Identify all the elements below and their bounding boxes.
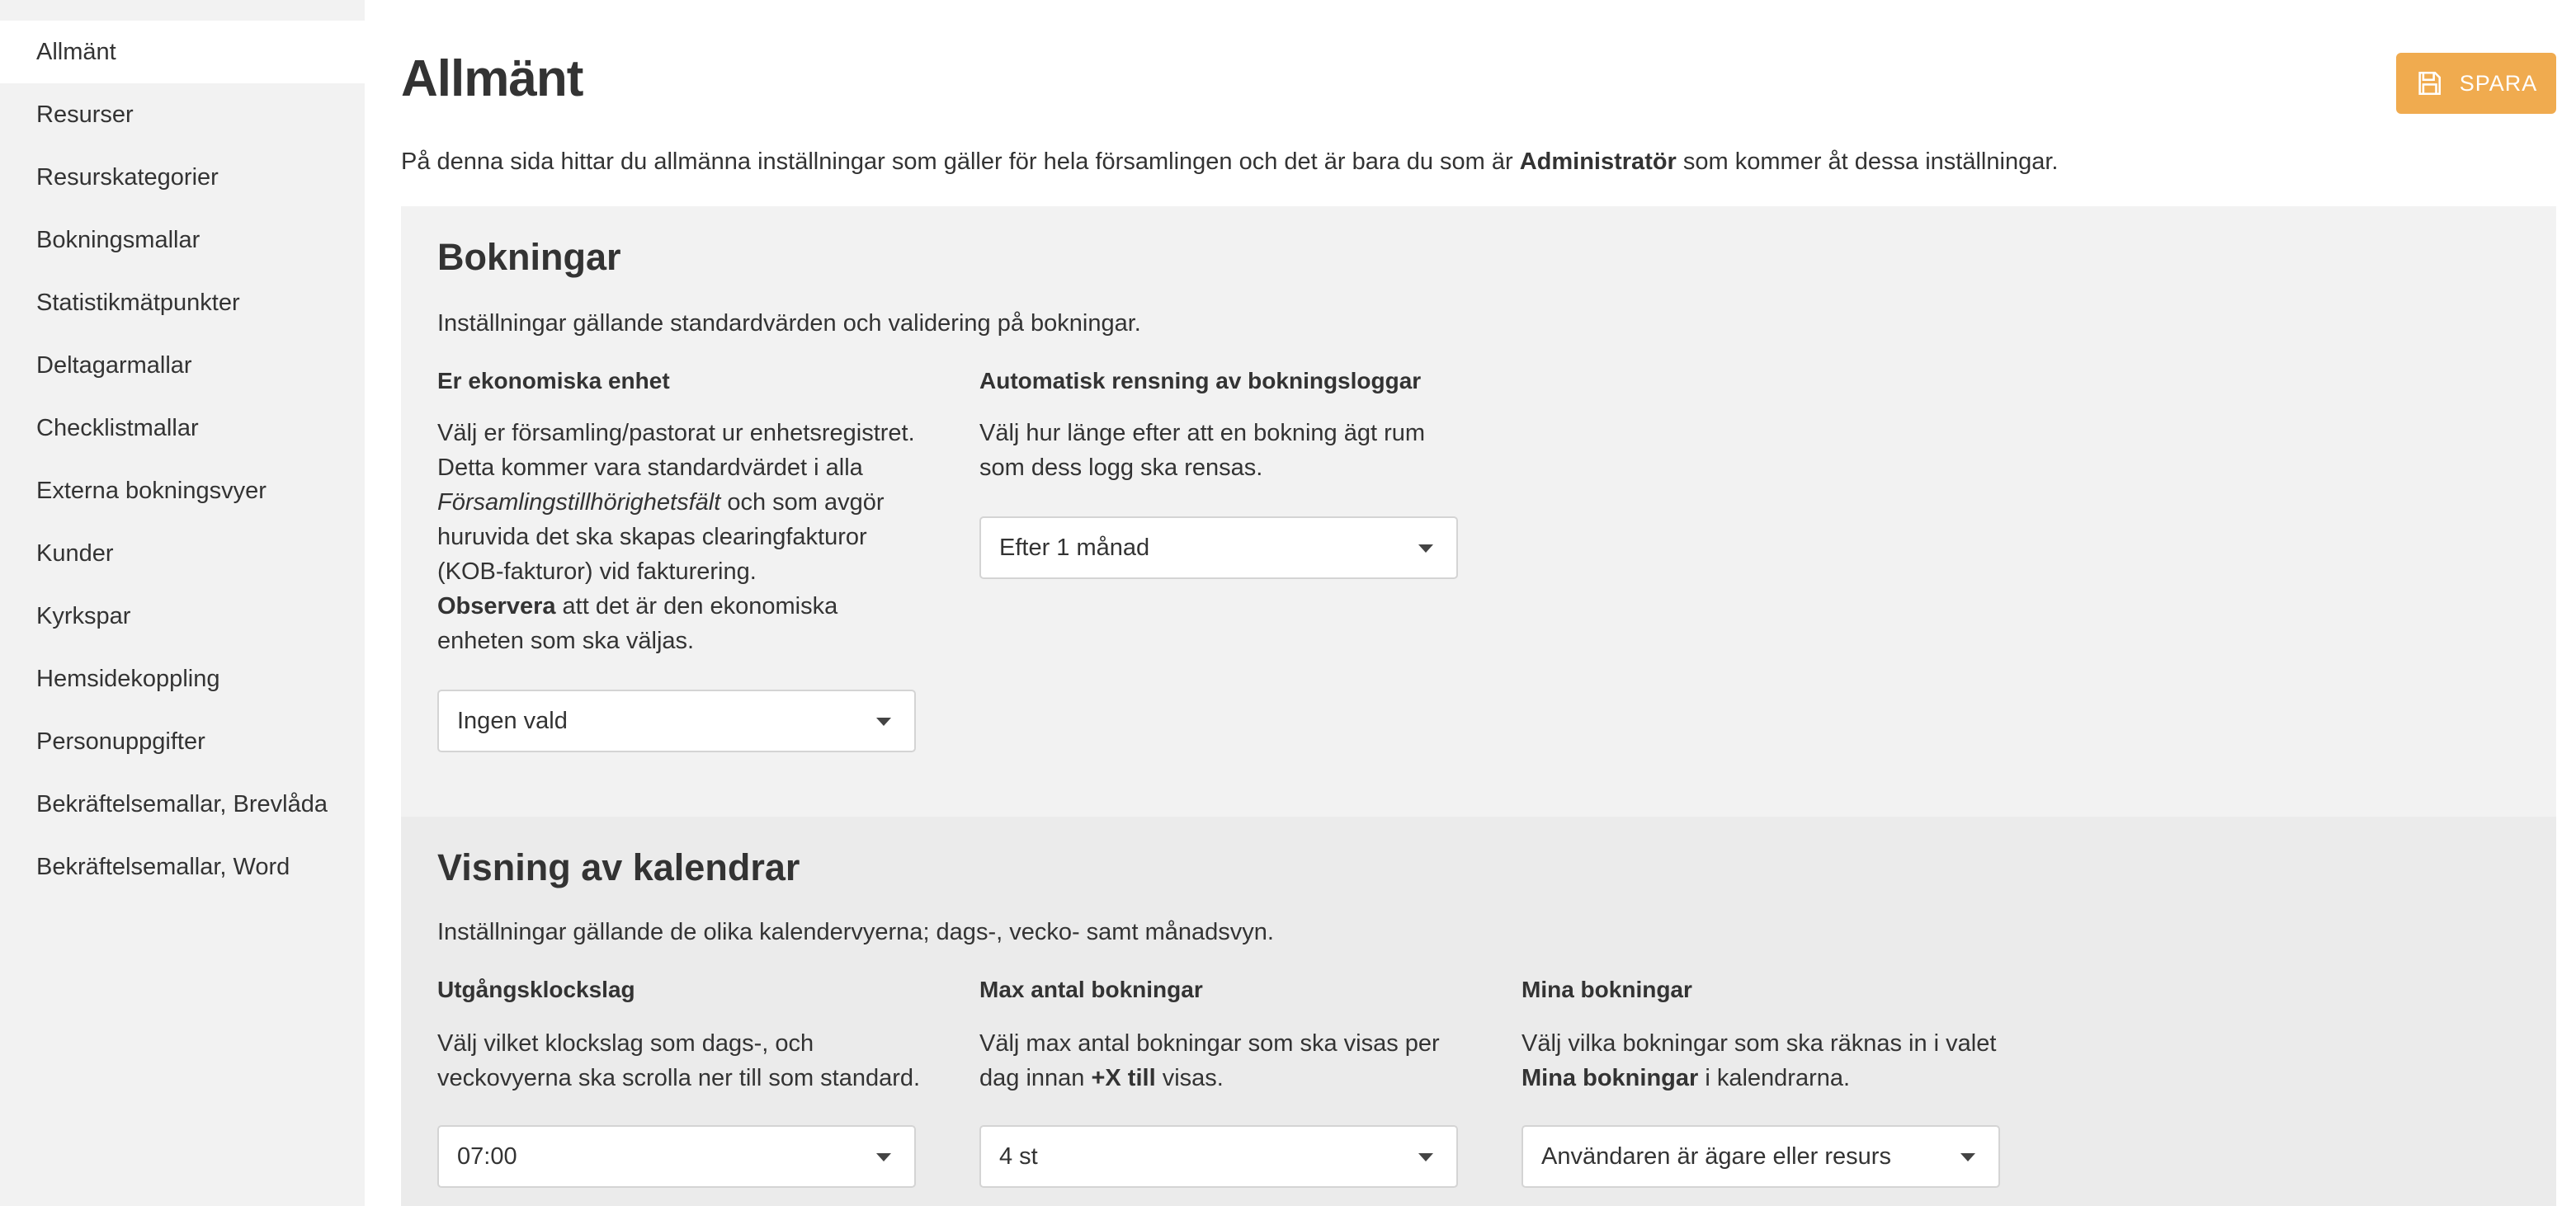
section-title: Bokningar (437, 236, 621, 278)
field-description-max-bookings (979, 1026, 1474, 1095)
desc-italic: Församlingstillhörighetsfält (437, 489, 721, 516)
economic-unit-select[interactable] (437, 690, 916, 752)
desc-bold: +X till (1091, 1065, 1156, 1091)
sidebar-item-label: Externa bokningsvyer (36, 477, 267, 504)
sidebar-item-resurskategorier[interactable] (0, 146, 365, 209)
sidebar-item-label: Allmänt (36, 38, 116, 65)
select-value: Efter 1 månad (999, 534, 1150, 561)
max-bookings-select[interactable] (979, 1125, 1458, 1188)
desc-text: och som avgör huruvida det ska skapas clearingfakturor (KOB-fakturor) vid fakturering. (437, 489, 885, 585)
calendar-section (401, 817, 2556, 1206)
desc-text: i kalendrarna. (1698, 1065, 1851, 1091)
sidebar-item-externa-bokningsvyer[interactable] (0, 459, 365, 522)
sidebar (0, 0, 365, 1206)
sidebar-item-label: Bokningsmallar (36, 226, 201, 253)
field-title-max-bookings: Max antal bokningar (979, 977, 1203, 1002)
caret-down-icon (1960, 1153, 1975, 1161)
select-value: Användaren är ägare eller resurs (1541, 1142, 1891, 1170)
caret-down-icon (876, 1153, 891, 1161)
save-label: SPARA (2459, 70, 2538, 96)
sidebar-item-label: Hemsidekoppling (36, 665, 220, 692)
section-description: Inställningar gällande de olika kalendervyerna; dags-, vecko- samt månadsvyn. (437, 919, 1274, 945)
caret-down-icon (1418, 1153, 1433, 1161)
sidebar-item-label: Bekräftelsemallar, Word (36, 853, 290, 880)
sidebar-item-kunder[interactable] (0, 522, 365, 585)
sidebar-item-kyrkspar[interactable] (0, 585, 365, 648)
desc-text: Välj vilka bokningar som ska räknas in i valet (1522, 1030, 1997, 1057)
sidebar-item-deltagarmallar[interactable] (0, 334, 365, 397)
sidebar-item-label: Bekräftelsemallar, Brevlåda (36, 790, 328, 817)
intro-text-part: På denna sida hittar du allmänna inställningar som gäller för hela församlingen och det är bara du som är (401, 148, 1520, 175)
desc-bold: Mina bokningar (1522, 1065, 1699, 1091)
field-title-economic-unit: Er ekonomiska enhet (437, 368, 670, 393)
sidebar-item-label: Kyrkspar (36, 602, 131, 629)
sidebar-item-label: Resurser (36, 101, 134, 128)
sidebar-item-label: Statistikmätpunkter (36, 289, 240, 316)
intro-role: Administratör (1519, 148, 1677, 175)
sidebar-item-resurser[interactable] (0, 83, 365, 146)
sidebar-item-label: Checklistmallar (36, 414, 199, 441)
sidebar-item-statistikmatpunkter[interactable] (0, 271, 365, 334)
desc-text: Välj er församling/pastorat ur enhetsregistret. Detta kommer vara standardvärdet i alla (437, 420, 915, 481)
field-title-start-time: Utgångsklockslag (437, 977, 635, 1002)
sidebar-item-label: Deltagarmallar (36, 351, 192, 379)
sidebar-item-label: Resurskategorier (36, 163, 219, 191)
select-value: 4 st (999, 1142, 1038, 1170)
field-description-my-bookings (1522, 1026, 2017, 1095)
caret-down-icon (1418, 544, 1433, 553)
start-time-select[interactable] (437, 1125, 916, 1188)
select-value: 07:00 (457, 1142, 517, 1170)
desc-text: visas. (1155, 1065, 1224, 1091)
save-button[interactable] (2396, 53, 2556, 114)
sidebar-item-allmant[interactable] (0, 21, 365, 83)
my-bookings-select[interactable] (1522, 1125, 2000, 1188)
caret-down-icon (876, 718, 891, 726)
page-title: Allmänt (401, 50, 583, 107)
intro-text-part: som kommer åt dessa inställningar. (1676, 148, 2059, 175)
field-description-start-time: Välj vilket klockslag som dags-, och veckovyerna ska scrolla ner till som standard. (437, 1030, 921, 1091)
desc-bold: Observera (437, 593, 556, 619)
field-description-log-cleanup: Välj hur länge efter att en bokning ägt rum som dess logg ska rensas. (979, 420, 1426, 481)
desc-text: att det är den ekonomiska enheten som ska väljas. (437, 593, 838, 654)
log-cleanup-select[interactable] (979, 516, 1458, 579)
sidebar-item-bekraftelsemallar-word[interactable] (0, 836, 365, 898)
field-title-log-cleanup: Automatisk rensning av bokningsloggar (979, 368, 1422, 393)
sidebar-item-checklistmallar[interactable] (0, 397, 365, 459)
section-title: Visning av kalendrar (437, 846, 800, 888)
save-icon (2415, 69, 2443, 97)
desc-text: Välj max antal bokningar som ska visas per dag innan (979, 1030, 1440, 1091)
sidebar-item-personuppgifter[interactable] (0, 710, 365, 773)
sidebar-item-label: Kunder (36, 539, 114, 567)
field-description-economic-unit (437, 416, 924, 658)
bookings-section (401, 206, 2556, 817)
sidebar-item-bekraftelsemallar-brevlada[interactable] (0, 773, 365, 836)
sidebar-item-bokningsmallar[interactable] (0, 209, 365, 271)
intro-text (401, 148, 2058, 176)
sidebar-item-label: Personuppgifter (36, 728, 205, 755)
select-value: Ingen vald (457, 707, 568, 734)
field-title-my-bookings: Mina bokningar (1522, 977, 1692, 1002)
section-description: Inställningar gällande standardvärden och validering på bokningar. (437, 310, 1141, 337)
sidebar-item-hemsidekoppling[interactable] (0, 648, 365, 710)
